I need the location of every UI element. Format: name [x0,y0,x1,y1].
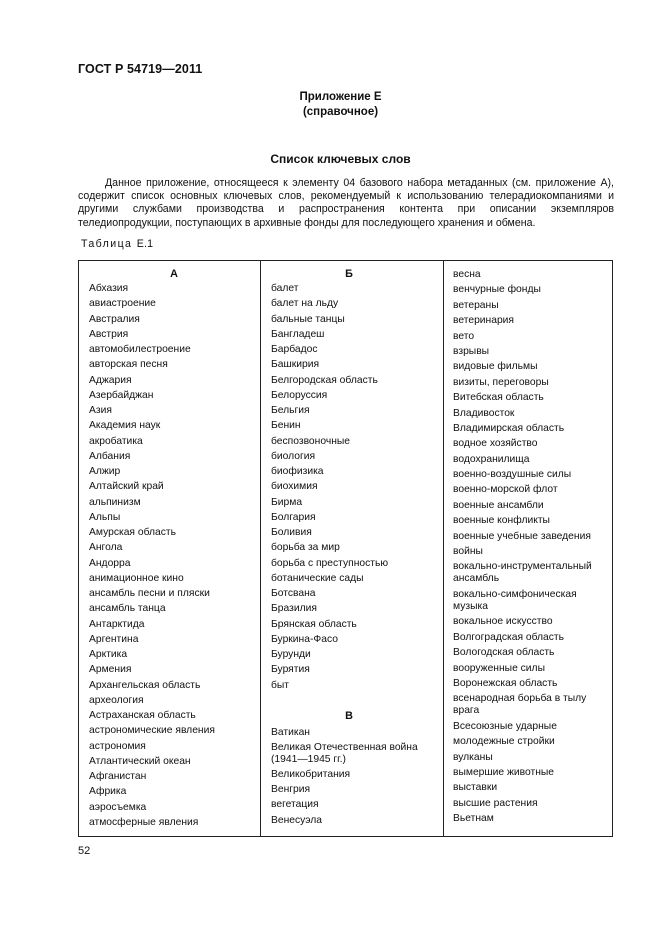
keyword-item: взрывы [453,345,490,357]
keyword-item: водное хозяйство [453,438,538,450]
table-caption-label: Таблица [81,238,133,250]
keyword-item: биохимия [271,481,318,493]
keyword-item: бальные танцы [271,313,345,325]
keyword-item: венчурные фонды [453,284,541,296]
appendix-title: Приложение Е [299,91,382,103]
keyword-item: альпинизм [89,496,141,508]
keyword-item: Буркина-Фасо [271,633,338,645]
keyword-item: атмосферные явления [89,816,199,828]
keyword-item: визиты, переговоры [453,376,549,388]
keyword-item: Альпы [89,511,121,523]
appendix-subtitle: (справочное) [302,106,379,118]
keyword-item: Абхазия [89,283,129,294]
keyword-item: Воронежская область [453,677,558,689]
keyword-item: борьба за мир [271,542,340,554]
keyword-item: авторская песня [89,359,168,371]
keyword-item: Владивосток [453,407,515,419]
keyword-item: Брянская область [271,618,357,630]
keyword-item: Академия наук [89,420,161,432]
keyword-item: Волгоградская область [453,631,565,643]
column-b-list-2 [271,727,439,830]
keyword-item: Афганистан [89,771,147,782]
keyword-item: Алжир [89,466,121,477]
keyword-item: военно-морской флот [453,484,558,496]
keyword-item: вооруженные силы [453,662,545,674]
column-b [271,261,439,836]
keyword-item: Венгрия [271,784,311,795]
keyword-item: аэросъемка [89,801,147,813]
keyword-item: Африка [89,786,127,798]
keyword-item: Албания [89,450,131,462]
keyword-item: Всесоюзные ударные [453,720,557,732]
keyword-item: ансамбль танца [89,603,166,615]
keyword-item: Башкирия [271,359,320,371]
keyword-item: Атлантический океан [89,755,191,767]
keyword-item: ботанические сады [271,572,364,584]
page-number: 52 [78,845,91,857]
column-b-heading-2: В [345,710,353,722]
keyword-item: ансамбль песни и пляски [89,588,210,599]
keyword-item: Армения [89,664,132,676]
keyword-item: Болгария [271,511,316,523]
column-divider [260,261,261,836]
keyword-item: астрономические явления [89,725,215,737]
keyword-item: биология [271,450,316,462]
keyword-item: Амурская область [89,527,176,538]
table-caption-number: Е.1 [136,238,154,250]
column-divider [443,261,444,836]
keyword-item: вымершие животные [453,767,555,779]
keyword-item: всенародная борьба в тылу врага [453,693,587,717]
keyword-item: Алтайский край [89,481,164,493]
column-b-list [271,283,439,695]
keyword-item: балет на льду [271,298,339,310]
keyword-item: Бурунди [271,649,311,660]
keyword-item: видовые фильмы [453,361,538,373]
keyword-item: Бельгия [271,405,310,416]
keyword-item: Аджария [89,374,132,386]
standard-header: ГОСТ Р 54719—2011 [78,62,203,76]
keyword-item: Ботсвана [271,588,316,599]
keyword-item: Антарктида [89,618,145,630]
table-caption [81,238,153,250]
keyword-item: Белгородская область [271,374,378,386]
keyword-item: Бурятия [271,664,310,676]
keyword-item: Австрия [89,328,129,340]
keyword-item: Азербайджан [89,389,154,401]
keyword-item: Арктика [89,649,128,660]
keyword-item: ветераны [453,299,499,311]
keyword-item: Ватикан [271,727,310,738]
keyword-item: беспозвоночные [271,435,351,447]
keyword-item: Бразилия [271,603,317,615]
keyword-item: Великая Отечественная война (1941—1945 гг.) [271,742,418,766]
keyword-item: Боливия [271,527,312,538]
column-a-list [89,283,259,832]
section-title: Список ключевых слов [270,152,411,166]
intro-paragraph: Данное приложение, относящееся к элементу 04 базового набора метаданных (см. приложение А), содержит список основных ключевых слов, рекомендуемый к использованию телерадиокомпаниями и другими службами производства и распространения контента при описании экземпляров теледиопродукции, поступающих в архивные фонды для последующего хранения и обмена. [78,177,614,229]
keyword-item: Барбадос [271,344,318,355]
keyword-item: вокально-инструментальный ансамбль [453,561,592,585]
keyword-item: военные ансамбли [453,499,544,511]
column-a [89,261,259,836]
keyword-item: Вологодская область [453,647,555,659]
keyword-item: Аргентина [89,633,139,645]
keyword-item: балет [271,283,299,294]
keyword-item: вето [453,330,475,342]
keyword-item: вокальное искусство [453,616,553,628]
keyword-item: военные учебные заведения [453,530,591,542]
keyword-item: высшие растения [453,797,538,809]
column-c [453,261,613,836]
keyword-item: весна [453,269,481,280]
keyword-item: Венесуэла [271,814,322,826]
keyword-item: Бирма [271,496,303,508]
keyword-item: Бангладеш [271,328,325,340]
keyword-item: Белоруссия [271,389,328,401]
keyword-item: Астраханская область [89,710,196,721]
keyword-item: Великобритания [271,768,351,780]
keyword-item: выставки [453,782,498,794]
keyword-item: вокально-симфоническая музыка [453,588,577,612]
keyword-item: автомобилестроение [89,344,191,355]
keyword-item: Бенин [271,420,301,432]
column-b-heading: Б [345,268,353,280]
keyword-item: археология [89,694,144,706]
keyword-item: вулканы [453,751,493,763]
keyword-item: Австралия [89,313,140,325]
column-c-list [453,269,613,829]
keyword-item: военные конфликты [453,515,550,527]
keyword-item: авиастроение [89,298,156,310]
keyword-item: борьба с преступностью [271,557,389,569]
keyword-item: анимационное кино [89,572,184,584]
column-a-heading: А [170,268,178,280]
keyword-item: молодежные стройки [453,736,555,748]
keyword-item: Владимирская область [453,422,565,434]
keyword-item: Ангола [89,542,123,554]
keyword-item: Архангельская область [89,679,201,691]
keyword-item: биофизика [271,466,324,477]
keyword-item: быт [271,679,290,691]
keyword-item: вегетация [271,799,319,811]
keyword-table [78,260,613,837]
keyword-item: Азия [89,405,112,416]
keyword-item: астрономия [89,740,146,752]
keyword-item: Вьетнам [453,813,494,825]
keyword-item: Витебская область [453,392,544,404]
keyword-item: водохранилища [453,453,530,465]
keyword-item: акробатика [89,435,143,447]
keyword-item: ветеринария [453,315,515,327]
keyword-item: военно-воздушные силы [453,469,572,481]
keyword-item: войны [453,546,483,558]
keyword-item: Андорра [89,557,131,569]
